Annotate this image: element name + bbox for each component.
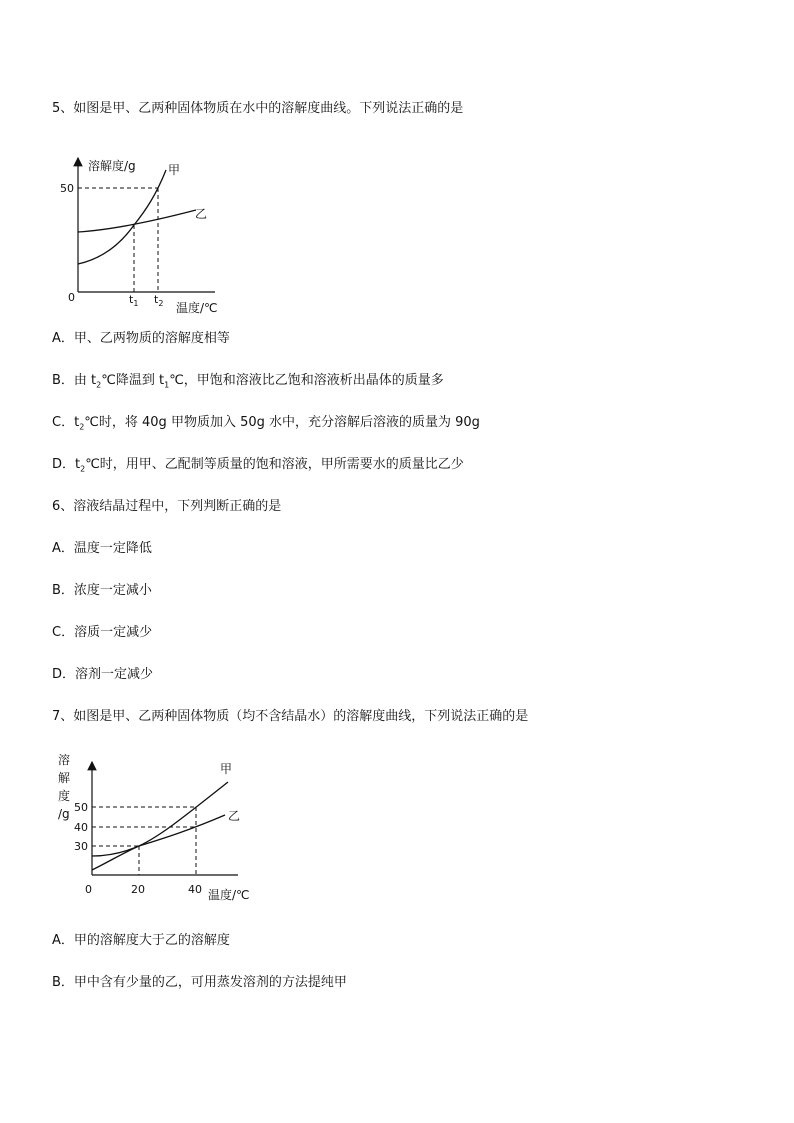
q7-stem: 7、如图是甲、乙两种固体物质（均不含结晶水）的溶解度曲线，下列说法正确的是 [52, 709, 529, 724]
q7-series-jia-label: 甲 [220, 762, 233, 776]
q5-origin: 0 [68, 291, 75, 304]
q7-y-label-1: 溶 [58, 753, 71, 767]
q7-ytick-30: 30 [74, 840, 88, 853]
q5-series-jia-label: 甲 [168, 163, 181, 177]
q7-ytick-40: 40 [74, 821, 88, 834]
q5-ytick-50: 50 [60, 182, 74, 195]
q5-y-label: 溶解度/g [88, 159, 136, 173]
q6-option-b: B．浓度一定减小 [52, 583, 152, 598]
q5-xtick-t2: $t_2$ [154, 293, 164, 308]
q5-x-label: 温度/℃ [176, 301, 218, 315]
q7-y-label-2: 解 [58, 771, 71, 785]
q6-option-d: D．溶剂一定减少 [52, 667, 154, 682]
q6-option-c: C．溶质一定减少 [52, 625, 153, 640]
q7-ytick-50: 50 [74, 801, 88, 814]
q7-curve-jia [92, 782, 228, 870]
q5-series-yi-label: 乙 [195, 207, 208, 221]
q7-series-yi-label: 乙 [228, 809, 241, 823]
q7-option-a: A．甲的溶解度大于乙的溶解度 [52, 933, 230, 948]
q7-option-b: B．甲中含有少量的乙，可用蒸发溶剂的方法提纯甲 [52, 975, 347, 990]
q6-stem: 6、溶液结晶过程中，下列判断正确的是 [52, 499, 282, 514]
q5-option-c: C．$t_2℃$时，将 40g 甲物质加入 50g 水中，充分溶解后溶液的质量为 90g [52, 415, 480, 432]
q7-y-label-4: /g [58, 807, 70, 821]
q7-xtick-40: 40 [188, 883, 202, 896]
q5-option-b: B．由 $t_2℃$降温到 $t_1℃$，甲饱和溶液比乙饱和溶液析出晶体的质量多 [52, 373, 444, 390]
q5-stem: 5、如图是甲、乙两种固体物质在水中的溶解度曲线。下列说法正确的是 [52, 101, 464, 116]
q5-xtick-t1: $t_1$ [129, 293, 139, 308]
q6-option-a: A．温度一定降低 [52, 541, 152, 556]
q7-y-label-3: 度 [58, 789, 71, 803]
q7-xtick-20: 20 [131, 883, 145, 896]
q7-x-label: 温度/℃ [208, 888, 250, 902]
q7-origin: 0 [85, 883, 92, 896]
q5-option-d: D．$t_2℃$时，用甲、乙配制等质量的饱和溶液，甲所需要水的质量比乙少 [52, 457, 464, 474]
q5-option-a: A．甲、乙两物质的溶解度相等 [52, 331, 230, 346]
